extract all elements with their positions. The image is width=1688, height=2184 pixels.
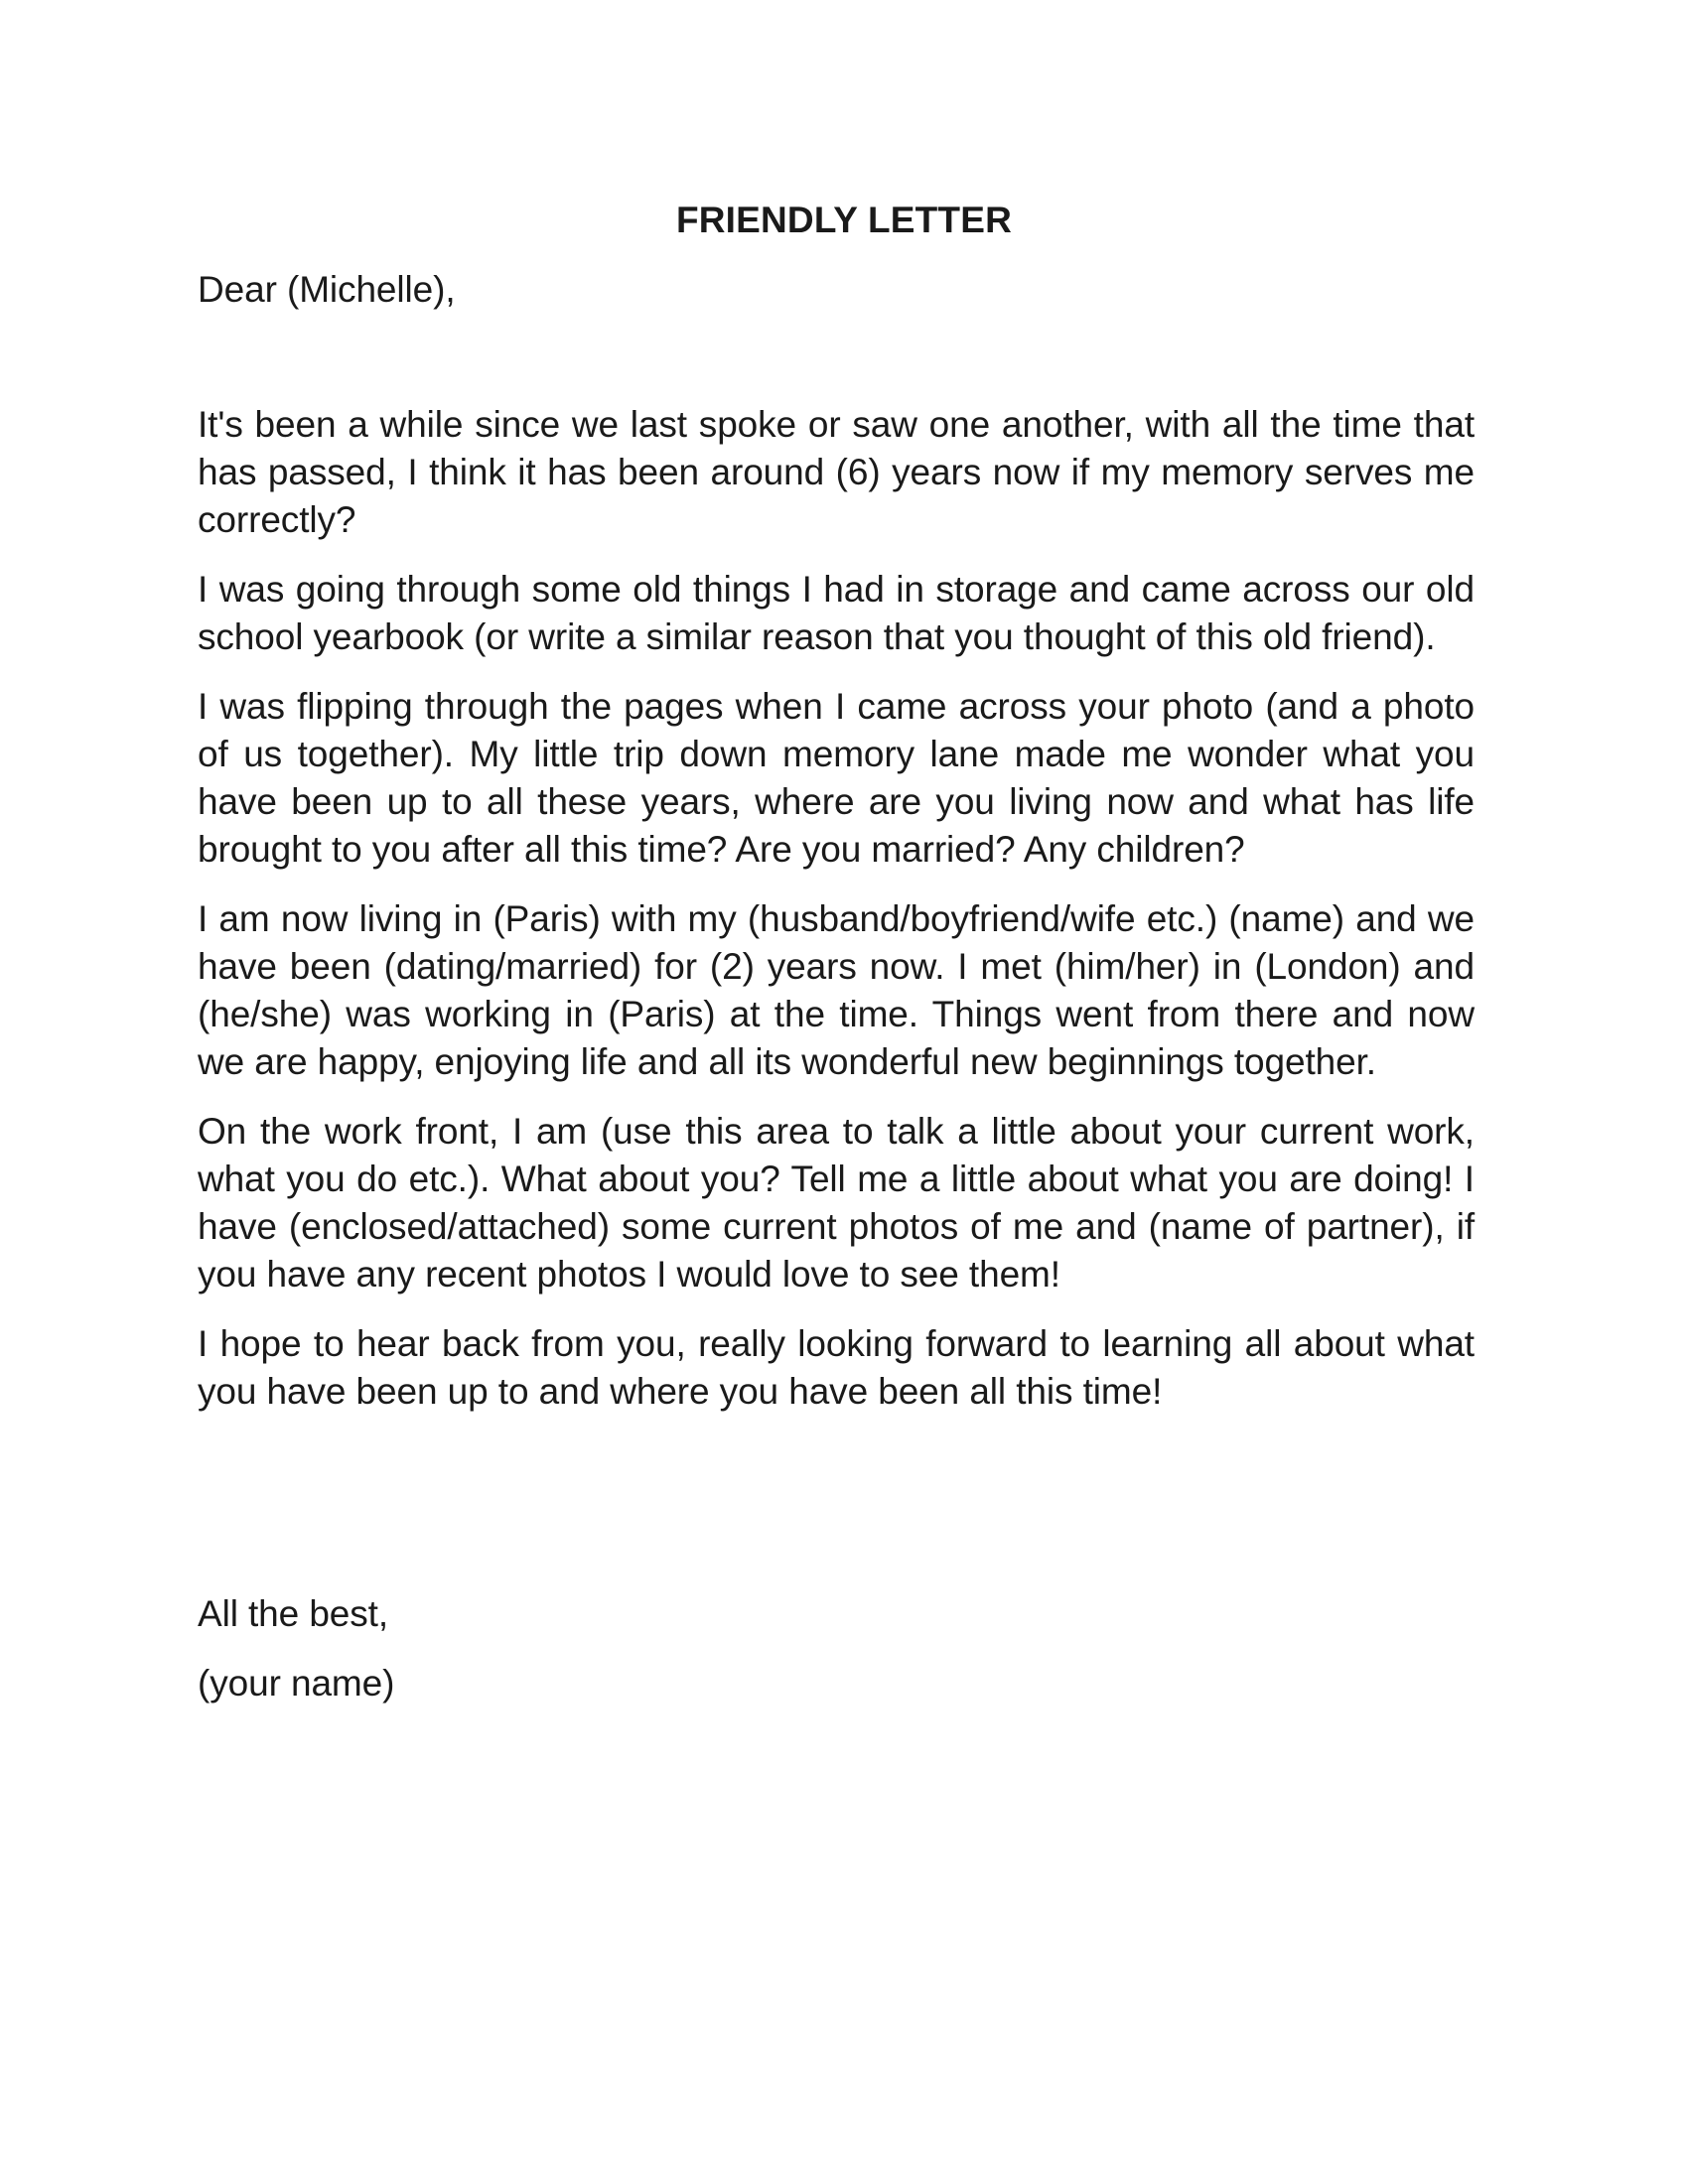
paragraph: I am now living in (Paris) with my (husband/boyfriend/wife etc.) (name) and we have been (dating/married) for (2) years now. I met (him/her) in (London) and (he/she) was working in (Paris) at the time. Things went from there and now we are happy, enjoying life and all its wonderful new beginnings together. bbox=[198, 898, 1475, 1082]
paragraph: On the work front, I am (use this area to talk a little about your current work, what you do etc.). What about you? Tell me a little about what you are doing! I have (enclosed/attached) some current photos of me and (name of partner), if you have any recent photos I would love to see them! bbox=[198, 1111, 1475, 1295]
paragraph: I hope to hear back from you, really looking forward to learning all about what you have been up to and where you have been all this time! bbox=[198, 1323, 1475, 1412]
page-title: FRIENDLY LETTER bbox=[675, 200, 1013, 240]
signature: (your name) bbox=[198, 1663, 395, 1704]
closing: All the best, bbox=[198, 1593, 389, 1634]
paragraph: I was going through some old things I had in storage and came across our old school yearbook (or write a similar reason that you thought of this old friend). bbox=[198, 569, 1475, 657]
paragraph: It's been a while since we last spoke or saw one another, with all the time that has passed, I think it has been around (6) years now if my memory serves me correctly? bbox=[198, 404, 1475, 540]
salutation: Dear (Michelle), bbox=[198, 269, 456, 310]
paragraph: I was flipping through the pages when I came across your photo (and a photo of us together). My little trip down memory lane made me wonder what you have been up to all these years, where are you living now and what has life brought to you after all this time? Are you married? Any children? bbox=[198, 686, 1475, 870]
letter-body bbox=[198, 401, 1475, 1437]
